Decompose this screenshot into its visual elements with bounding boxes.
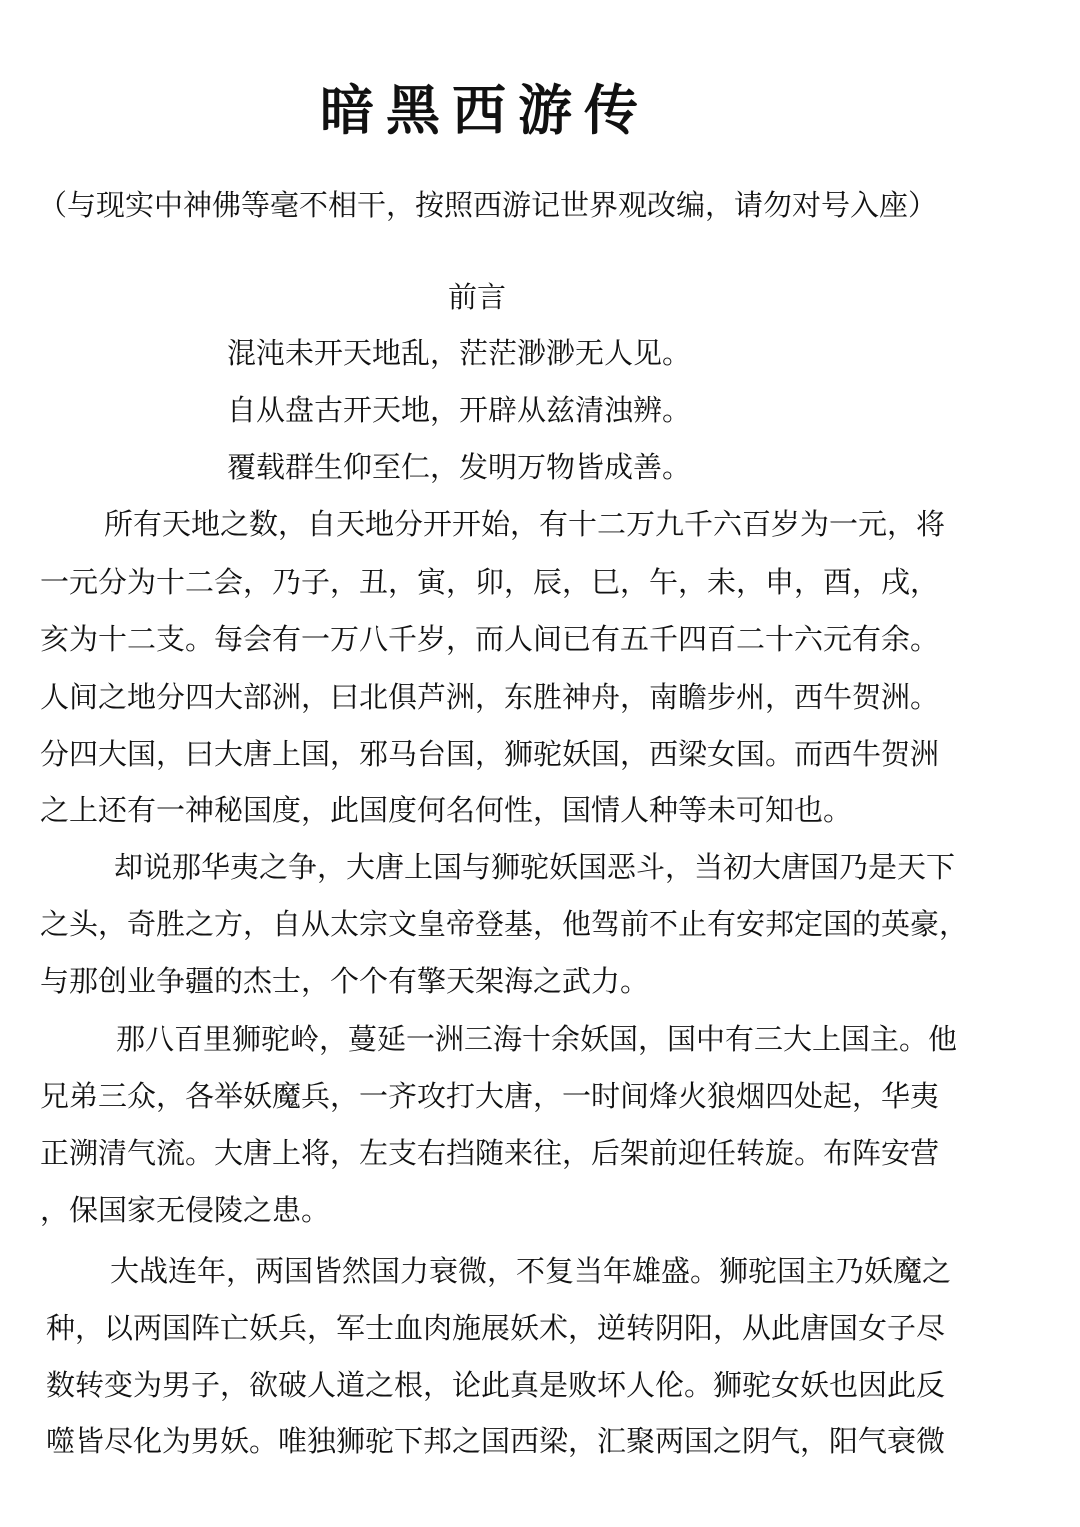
paragraph-line: 之头，奇胜之方，自从太宗文皇帝登基，他驾前不止有安邦定国的英豪， bbox=[40, 907, 969, 941]
preface-heading: 前言 bbox=[448, 280, 507, 314]
paragraph-line: 之上还有一神秘国度，此国度何名何性，国情人种等未可知也。 bbox=[40, 793, 853, 827]
paragraph-line: 所有天地之数，自天地分开开始，有十二万九千六百岁为一元，将 bbox=[104, 507, 946, 541]
paragraph-line: 大战连年，两国皆然国力衰微，不复当年雄盛。狮驼国主乃妖魔之 bbox=[110, 1254, 952, 1288]
poem-line: 自从盘古开天地，开辟从兹清浊辨。 bbox=[227, 393, 692, 427]
paragraph-line: 与那创业争疆的杰士，个个有擎天架海之武力。 bbox=[40, 964, 650, 998]
paragraph-line: 人间之地分四大部洲，曰北俱芦洲，东胜神舟，南瞻步州，西牛贺洲。 bbox=[40, 680, 940, 714]
paragraph-line: 兄弟三众，各举妖魔兵，一齐攻打大唐，一时间烽火狼烟四处起，华夷 bbox=[40, 1079, 940, 1113]
paragraph-line: 那八百里狮驼岭，蔓延一洲三海十余妖国，国中有三大上国主。他 bbox=[116, 1022, 958, 1056]
poem-line: 覆载群生仰至仁，发明万物皆成善。 bbox=[227, 450, 692, 484]
paragraph-line: 数转变为男子，欲破人道之根，论此真是败坏人伦。狮驼女妖也因此反 bbox=[46, 1368, 946, 1402]
poem-line: 混沌未开天地乱，茫茫渺渺无人见。 bbox=[227, 336, 692, 370]
document-title: 暗黑西游传 bbox=[320, 78, 650, 142]
paragraph-line: 一元分为十二会，乃子，丑，寅，卯，辰，巳，午，未，申，酉，戌， bbox=[40, 565, 940, 599]
paragraph-line: 却说那华夷之争，大唐上国与狮驼妖国恶斗，当初大唐国乃是天下 bbox=[114, 850, 956, 884]
paragraph-line: 噬皆尽化为男妖。唯独狮驼下邦之国西梁，汇聚两国之阴气，阳气衰微 bbox=[46, 1424, 946, 1458]
paragraph-line: ，保国家无侵陵之患。 bbox=[40, 1193, 331, 1227]
paragraph-line: 正溯清气流。大唐上将，左支右挡随来往，后架前迎任转旋。布阵安营 bbox=[40, 1136, 940, 1170]
paragraph-line: 亥为十二支。每会有一万八千岁，而人间已有五千四百二十六元有余。 bbox=[40, 622, 940, 656]
document-subtitle: （与现实中神佛等毫不相干，按照西游记世界观改编，请勿对号入座） bbox=[38, 188, 938, 222]
paragraph-line: 分四大国，曰大唐上国，邪马台国，狮驼妖国，西梁女国。而西牛贺洲 bbox=[40, 737, 940, 771]
paragraph-line: 种，以两国阵亡妖兵，军士血肉施展妖术，逆转阴阳，从此唐国女子尽 bbox=[46, 1311, 946, 1345]
